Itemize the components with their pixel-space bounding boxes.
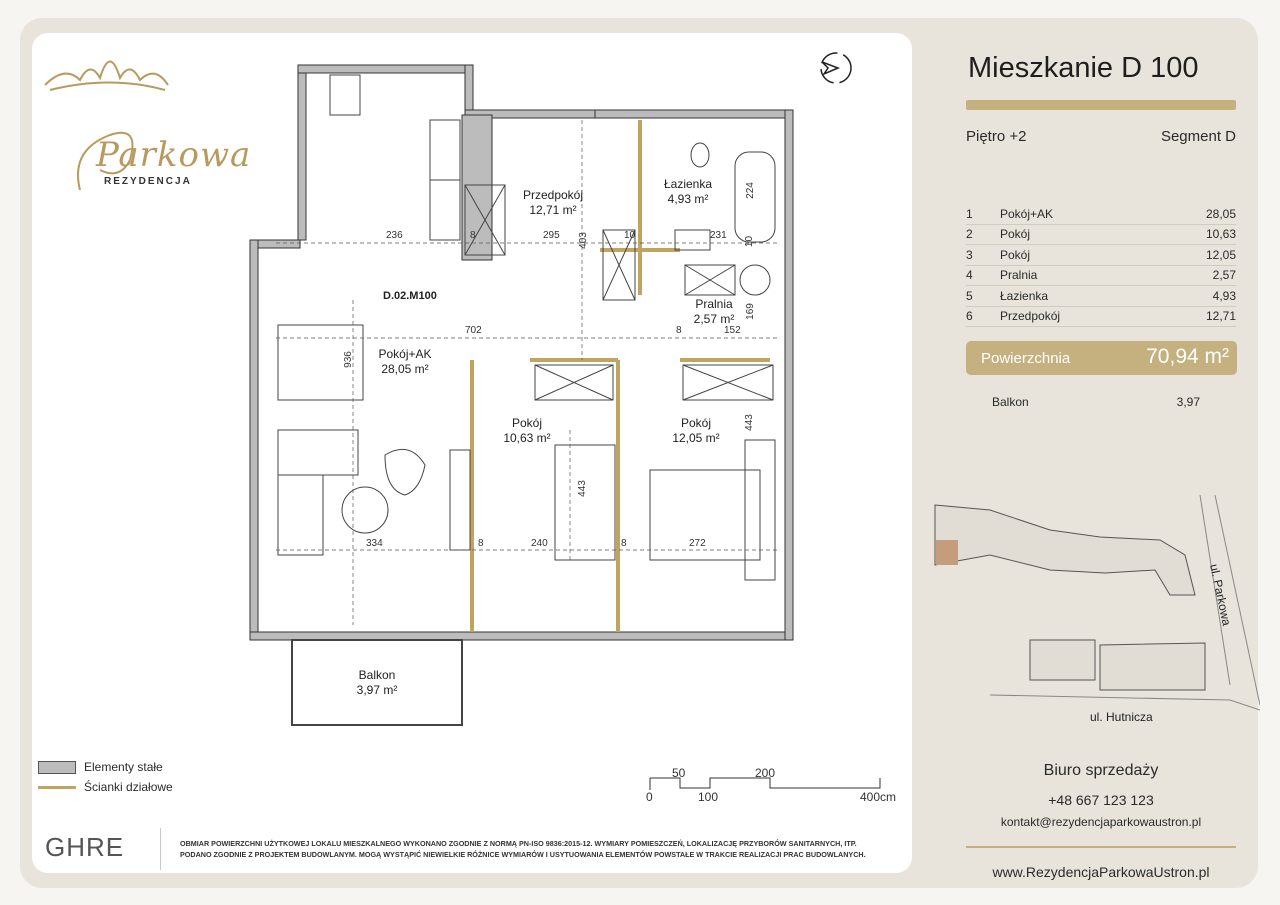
dim-label: 443 (576, 480, 588, 497)
dim-label: 272 (689, 538, 706, 549)
dim-label: 10 (744, 235, 756, 248)
phone-link[interactable]: +48 667 123 123 (1048, 792, 1154, 808)
sales-office: Biuro sprzedaży (1043, 762, 1159, 779)
dim-label: 231 (710, 230, 727, 241)
dim-label: 8 (478, 538, 484, 549)
logo-subtitle: REZYDENCJA (104, 176, 192, 187)
room-label-living: Pokój+AK 28,05 m² (378, 347, 432, 376)
dim-label: 403 (577, 232, 589, 249)
table-row: 5 Łazienka 4,93 (966, 286, 1236, 307)
dim-label: 169 (744, 303, 756, 320)
dim-label: 334 (366, 538, 383, 549)
room-label-balcony: Balkon 3,97 m² (356, 668, 398, 697)
legend-fixed: Elementy stałe (84, 760, 163, 774)
balcony-value: 3,97 (1176, 395, 1200, 409)
table-row: 3 Pokój 12,05 (966, 245, 1236, 266)
disclaimer: OBMIAR POWIERZCHNI UŻYTKOWEJ LOKALU MIESZKALNEGO WYKONANO ZGODNIE Z NORMĄ PN-ISO 9836:2015-12. WYMIARY POMIESZCZEŃ, LOKALIZACJĘ PRZYBORÓW SANITARNYCH, ITP. PODANO ZGODNIE Z PROJEKTEM BUDOWLANYM. MOGĄ WYSTĄPIĆ NIEWIELKIE RÓŻNICE WYMIARÓW I USYTUOWANIA ELEMENTÓW POWSTAŁE W TRAKCIE REALIZACJI PRAC BUDOWLANYCH. (180, 839, 866, 859)
dim-label: 702 (465, 325, 482, 336)
floor-label: Piętro +2 (966, 128, 1027, 145)
dim-label: 295 (543, 230, 560, 241)
street-label-hutnicza: ul. Hutnicza (1090, 710, 1153, 724)
room-label-room2: Pokój 10,63 m² (503, 416, 551, 445)
dim-label: 224 (744, 182, 756, 199)
plan-code: D.02.M100 (383, 290, 437, 302)
contact-divider (966, 846, 1236, 848)
room-label-bathroom: Łazienka 4,93 m² (663, 177, 713, 206)
table-row: 6 Przedpokój 12,71 (966, 307, 1236, 328)
footer-divider (160, 828, 161, 870)
dim-label: 8 (621, 538, 627, 549)
room-label-room3: Pokój 12,05 m² (672, 416, 720, 445)
room-table (966, 204, 1236, 327)
compass-icon (814, 48, 858, 88)
legend-partition: Ścianki działowe (84, 780, 173, 794)
apartment-title: Mieszkanie D 100 (968, 52, 1199, 84)
scale-label-200: 200 (755, 766, 776, 780)
developer-logo: GHRE (45, 832, 125, 862)
scale-label-0: 0 (646, 790, 653, 804)
dim-label: 240 (531, 538, 548, 549)
table-row: 1 Pokój+AK 28,05 (966, 204, 1236, 225)
scale-label-50: 50 (672, 766, 686, 780)
dim-label: 10 (624, 230, 636, 241)
segment-label: Segment D (1160, 128, 1236, 145)
site-plan (930, 495, 1260, 725)
dim-label: 236 (386, 230, 403, 241)
street-label-parkowa: ul. Parkowa (1207, 562, 1234, 627)
dim-label: 152 (724, 325, 741, 336)
total-area-value: 70,94 m² (1146, 345, 1229, 368)
room-label-hall: Przedpokój 12,71 m² (522, 188, 584, 217)
total-area-label: Powierzchnia (981, 350, 1071, 367)
total-area-badge (966, 341, 1237, 375)
legend (38, 760, 173, 800)
balcony-label: Balkon (992, 395, 1029, 409)
logo-script: Parkowa (96, 135, 252, 175)
dim-label: 443 (743, 414, 755, 431)
legend-swatch-fixed (38, 761, 76, 774)
legend-swatch-partition (38, 786, 76, 789)
scale-label-400: 400cm (860, 790, 897, 804)
table-row: 2 Pokój 10,63 (966, 225, 1236, 246)
floor-plan (240, 60, 800, 730)
table-row: 4 Pralnia 2,57 (966, 266, 1236, 287)
dim-label: 8 (470, 230, 476, 241)
website-link[interactable]: www.RezydencjaParkowaUstron.pl (992, 864, 1210, 880)
title-underline (966, 100, 1236, 110)
room-label-laundry: Pralnia 2,57 m² (693, 297, 735, 326)
scale-label-100: 100 (698, 790, 719, 804)
dim-label: 8 (676, 325, 682, 336)
dim-label: 936 (342, 351, 354, 368)
email-link[interactable]: kontakt@rezydencjaparkowaustron.pl (1000, 815, 1202, 829)
